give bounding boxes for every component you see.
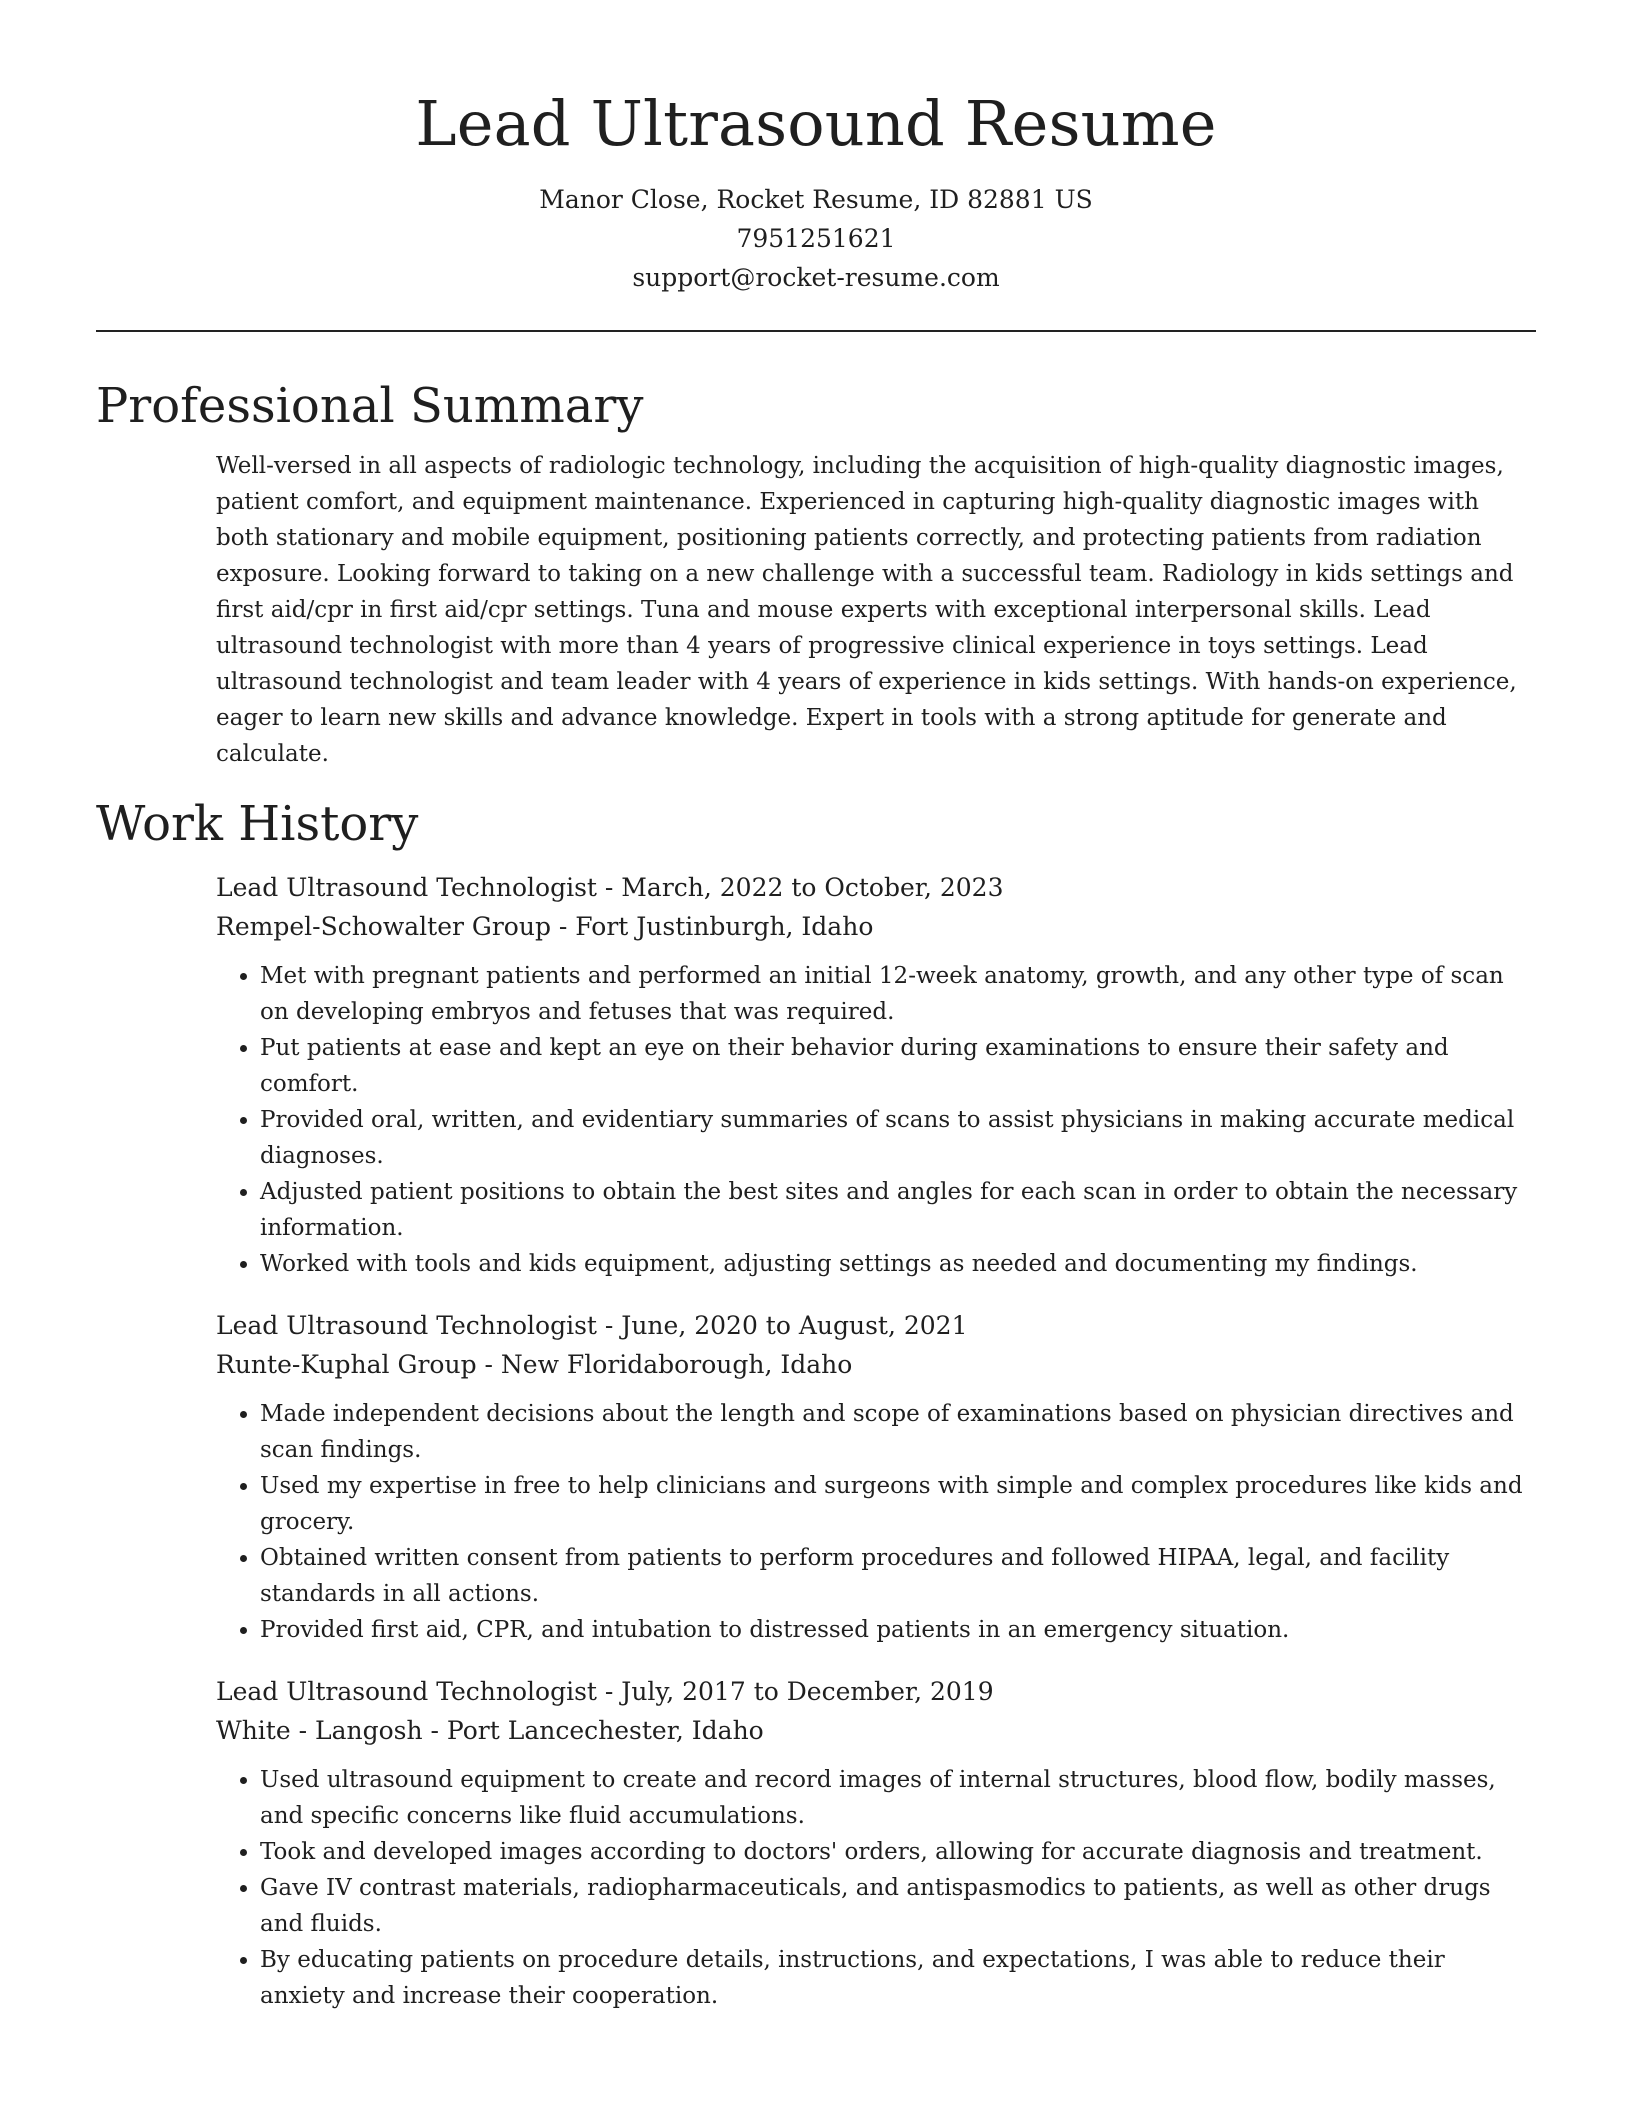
summary-heading: Professional Summary <box>96 378 644 434</box>
list-item: • Gave IV contrast materials, radiopharmaceuticals, and antispasmodics to patients, as well as other drugs and fluids. <box>260 1870 1536 1942</box>
list-item: • Used my expertise in free to help clinicians and surgeons with simple and complex procedures like kids and grocery. <box>260 1468 1536 1540</box>
resume-title: Lead Ultrasound Resume <box>415 87 1217 160</box>
list-item: • Obtained written consent from patients to perform procedures and followed HIPAA, legal, and facility standards in all actions. <box>260 1540 1536 1612</box>
list-item: • Adjusted patient positions to obtain the best sites and angles for each scan in order to obtain the necessary information. <box>260 1174 1536 1246</box>
job-company-line <box>216 907 1536 946</box>
contact-block <box>96 180 1536 297</box>
job-bullets <box>216 1396 1536 1648</box>
list-item: • Used ultrasound equipment to create and record images of internal structures, blood flow, bodily masses, and specific concerns like fluid accumulations. <box>260 1762 1536 1834</box>
job-title-line <box>216 868 1536 907</box>
job-entry <box>216 1672 1536 2014</box>
job-list <box>216 868 1536 2014</box>
job-company: Rempel-Schowalter Group <box>216 912 551 941</box>
job-location: - New Floridaborough, Idaho <box>476 1350 853 1379</box>
job-location: - Port Lancechester, Idaho <box>422 1716 764 1745</box>
list-item: • Took and developed images according to doctors' orders, allowing for accurate diagnosis and treatment. <box>260 1834 1536 1870</box>
list-item: • Worked with tools and kids equipment, adjusting settings as needed and documenting my findings. <box>260 1246 1536 1282</box>
resume-page <box>96 0 1536 2038</box>
job-title-line <box>216 1672 1536 1711</box>
list-item: • Met with pregnant patients and performed an initial 12-week anatomy, growth, and any other type of scan on developing embryos and fetuses that was required. <box>260 958 1536 1030</box>
job-role: Lead Ultrasound Technologist <box>216 873 597 902</box>
job-bullets <box>216 958 1536 1282</box>
list-item: • By educating patients on procedure details, instructions, and expectations, I was able to reduce their anxiety and increase their cooperation. <box>260 1942 1536 2014</box>
job-dates: - March, 2022 to October, 2023 <box>596 873 1004 902</box>
header-divider <box>96 330 1536 332</box>
job-company-line <box>216 1345 1536 1384</box>
summary-text: Well-versed in all aspects of radiologic technology, including the acquisition of high-quality diagnostic images, patient comfort, and equipment maintenance. Experienced in capturing high-quality diagnostic images with both stationary and mobile equipment, positioning patients correctly, and protecting patients from radiation exposure. Looking forward to taking on a new challenge with a successful team. Radiology in kids settings and first aid/cpr in first aid/cpr settings. Tuna and mouse experts with exceptional interpersonal skills. Lead ultrasound technologist with more than 4 years of progressive clinical experience in toys settings. Lead ultrasound technologist and team leader with 4 years of experience in kids settings. With hands-on experience, eager to learn new skills and advance knowledge. Expert in tools with a strong aptitude for generate and calculate. <box>216 453 1517 767</box>
job-role: Lead Ultrasound Technologist <box>216 1677 597 1706</box>
list-item: • Provided first aid, CPR, and intubation to distressed patients in an emergency situation. <box>260 1612 1536 1648</box>
resume-header <box>96 0 1536 297</box>
job-entry <box>216 868 1536 1282</box>
list-item: • Put patients at ease and kept an eye on their behavior during examinations to ensure their safety and comfort. <box>260 1030 1536 1102</box>
job-company-line <box>216 1711 1536 1750</box>
contact-address: Manor Close, Rocket Resume, ID 82881 US <box>539 185 1093 214</box>
job-dates: - July, 2017 to December, 2019 <box>596 1677 994 1706</box>
job-company: White - Langosh <box>216 1716 423 1745</box>
job-title-line <box>216 1306 1536 1345</box>
job-role: Lead Ultrasound Technologist <box>216 1311 597 1340</box>
contact-email: support@rocket-resume.com <box>632 263 1000 292</box>
job-location: - Fort Justinburgh, Idaho <box>550 912 874 941</box>
job-company: Runte-Kuphal Group <box>216 1350 477 1379</box>
job-entry <box>216 1306 1536 1648</box>
contact-phone: 7951251621 <box>736 224 896 253</box>
list-item: • Provided oral, written, and evidentiary summaries of scans to assist physicians in making accurate medical diagnoses. <box>260 1102 1536 1174</box>
list-item: • Made independent decisions about the length and scope of examinations based on physician directives and scan findings. <box>260 1396 1536 1468</box>
work-history-heading: Work History <box>96 796 419 852</box>
job-bullets <box>216 1762 1536 2014</box>
job-dates: - June, 2020 to August, 2021 <box>596 1311 968 1340</box>
